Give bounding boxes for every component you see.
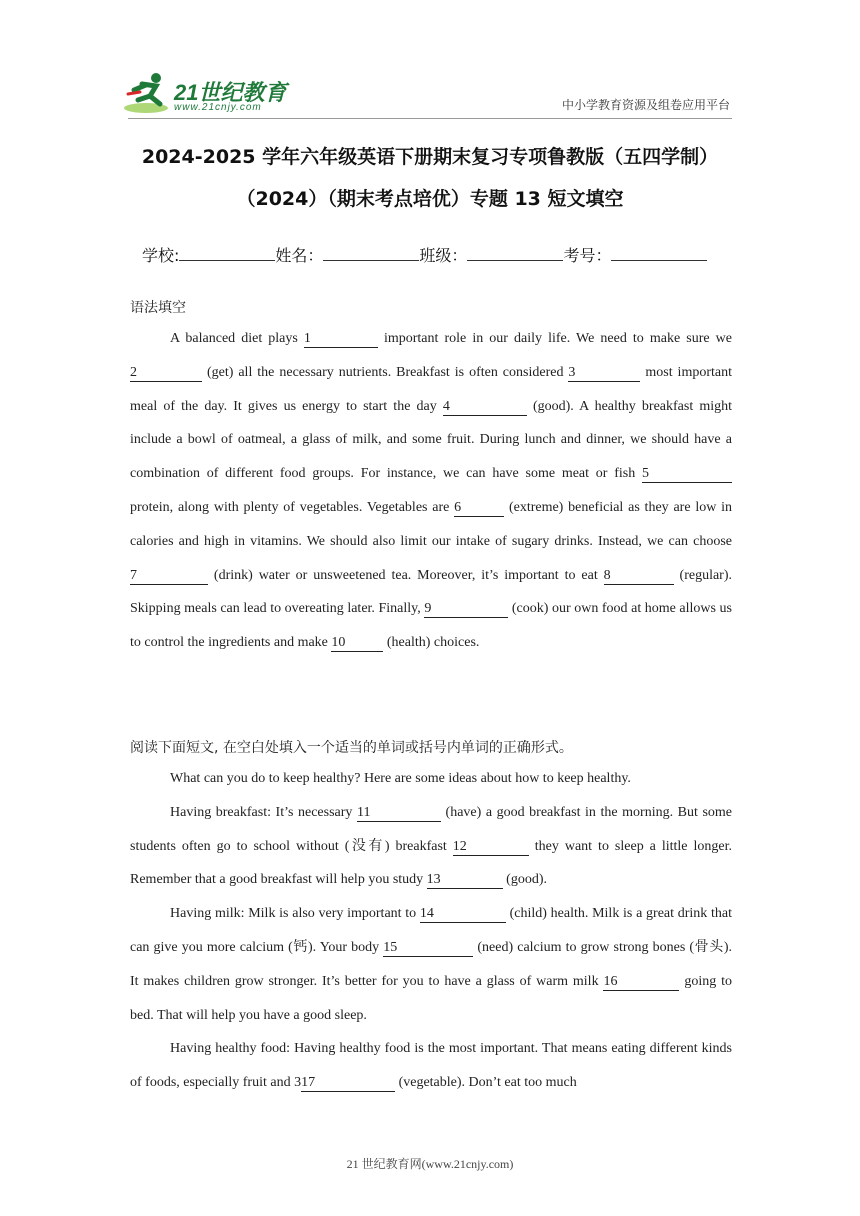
name-field[interactable] bbox=[323, 244, 419, 261]
passage-text: most important meal of the day. It gives us energy to start the day bbox=[130, 364, 732, 414]
answer-blank-16[interactable]: 16 bbox=[603, 974, 679, 991]
passage-text: (child) health. Milk is a great drink that can give you more calcium (钙). Your body bbox=[130, 906, 733, 955]
runner-logo-icon bbox=[122, 70, 174, 116]
student-info-row bbox=[142, 243, 707, 266]
header-divider bbox=[128, 118, 732, 119]
passage-text: (drink) water or unsweetened tea. Moreover, it’s important to eat bbox=[208, 567, 604, 583]
answer-blank-11[interactable]: 11 bbox=[357, 805, 441, 822]
passage-text: (have) a good breakfast in the morning. But some students often go to school without (没有) breakfast bbox=[130, 804, 733, 854]
passage-paragraph bbox=[130, 322, 732, 660]
passage-intro: What can you do to keep healthy? Here are some ideas about how to keep healthy. bbox=[170, 771, 631, 786]
name-label: 姓名： bbox=[275, 246, 324, 265]
section1-passage bbox=[130, 322, 732, 660]
class-label: 班级： bbox=[419, 246, 468, 265]
answer-blank-4[interactable]: 4 bbox=[443, 399, 527, 416]
passage-text: (vegetable). Don’t eat too much bbox=[395, 1075, 577, 1091]
passage-paragraph-food bbox=[130, 1032, 732, 1100]
answer-blank-2[interactable]: 2 bbox=[130, 365, 202, 382]
section1-heading: 语法填空 bbox=[130, 300, 186, 316]
answer-blank-10[interactable]: 10 bbox=[331, 635, 383, 652]
doc-title-line1: 2024-2025 学年六年级英语下册期末复习专项鲁教版（五四学制） bbox=[141, 146, 719, 168]
passage-paragraph-breakfast bbox=[130, 796, 732, 897]
exam-number-field[interactable] bbox=[611, 244, 707, 261]
school-label: 学校: bbox=[142, 246, 180, 265]
answer-blank-13[interactable]: 13 bbox=[427, 872, 503, 889]
answer-blank-15[interactable]: 15 bbox=[383, 940, 473, 957]
passage-text: Having healthy food: Having healthy food is the most important. That means eating different kinds of foods, especially fruit and 3 bbox=[130, 1041, 732, 1091]
answer-blank-9[interactable]: 9 bbox=[424, 601, 508, 618]
answer-blank-14[interactable]: 14 bbox=[420, 906, 506, 923]
brand-logo bbox=[122, 70, 292, 116]
passage-text: (good). bbox=[502, 872, 547, 888]
passage-text: they want to sleep a little longer. Remember that a good breakfast will help you study bbox=[130, 838, 732, 888]
logo-text: 21世纪教育 bbox=[174, 80, 287, 105]
page-footer: 21 世纪教育网(www.21cnjy.com) bbox=[346, 1157, 514, 1171]
passage-text: (cook) our own food at home allows us to control the ingredients and make bbox=[130, 601, 732, 651]
passage-text: (extreme) beneficial as they are low in calories and high in vitamins. We should also limit our intake of sugary drinks. Instead, we can choose bbox=[130, 499, 732, 549]
exam-number-label: 考号： bbox=[563, 246, 612, 265]
answer-blank-12[interactable]: 12 bbox=[453, 839, 529, 856]
answer-blank-3[interactable]: 3 bbox=[568, 365, 640, 382]
passage-paragraph-milk bbox=[130, 897, 732, 1032]
passage-text: A balanced diet plays bbox=[170, 331, 304, 346]
section2-passage bbox=[130, 762, 732, 1100]
passage-text: (regular). Skipping meals can lead to overeating later. Finally, bbox=[130, 567, 732, 617]
passage-text: important role in our daily life. We need to make sure we bbox=[377, 331, 732, 346]
passage-text: protein, along with plenty of vegetables. Vegetables are bbox=[130, 499, 455, 515]
passage-text: (good). A healthy breakfast might include a bowl of oatmeal, a glass of milk, and some fruit. During lunch and dinner, we should have a combination of different food groups. For instance, we can have some meat or fish bbox=[130, 398, 732, 482]
passage-text: Having milk: Milk is also very important to bbox=[170, 906, 420, 922]
school-field[interactable] bbox=[179, 244, 275, 261]
logo-url: www.21cnjy.com bbox=[174, 102, 262, 113]
answer-blank-6[interactable]: 6 bbox=[454, 500, 504, 517]
doc-title-line2: （2024）（期末考点培优）专题 13 短文填空 bbox=[236, 188, 624, 210]
passage-text: Having breakfast: It’s necessary bbox=[170, 804, 357, 820]
answer-blank-7[interactable]: 7 bbox=[130, 568, 208, 585]
passage-text: (get) all the necessary nutrients. Breakfast is often considered bbox=[202, 364, 569, 380]
passage-text: (health) choices. bbox=[383, 635, 480, 651]
answer-blank-1[interactable]: 1 bbox=[304, 331, 378, 348]
answer-blank-8[interactable]: 8 bbox=[604, 568, 674, 585]
answer-blank-5[interactable]: 5 bbox=[642, 466, 732, 483]
passage-text: (need) calcium to grow strong bones (骨头). It makes children grow stronger. It’s better for you to have a glass of warm milk bbox=[130, 939, 732, 989]
section2-heading: 阅读下面短文, 在空白处填入一个适当的单词或括号内单词的正确形式。 bbox=[130, 740, 573, 756]
platform-tagline: 中小学教育资源及组卷应用平台 bbox=[561, 98, 730, 112]
answer-blank-17[interactable]: 17 bbox=[301, 1075, 395, 1092]
class-field[interactable] bbox=[467, 244, 563, 261]
passage-text: going to bed. That will help you have a good sleep. bbox=[130, 973, 732, 1023]
